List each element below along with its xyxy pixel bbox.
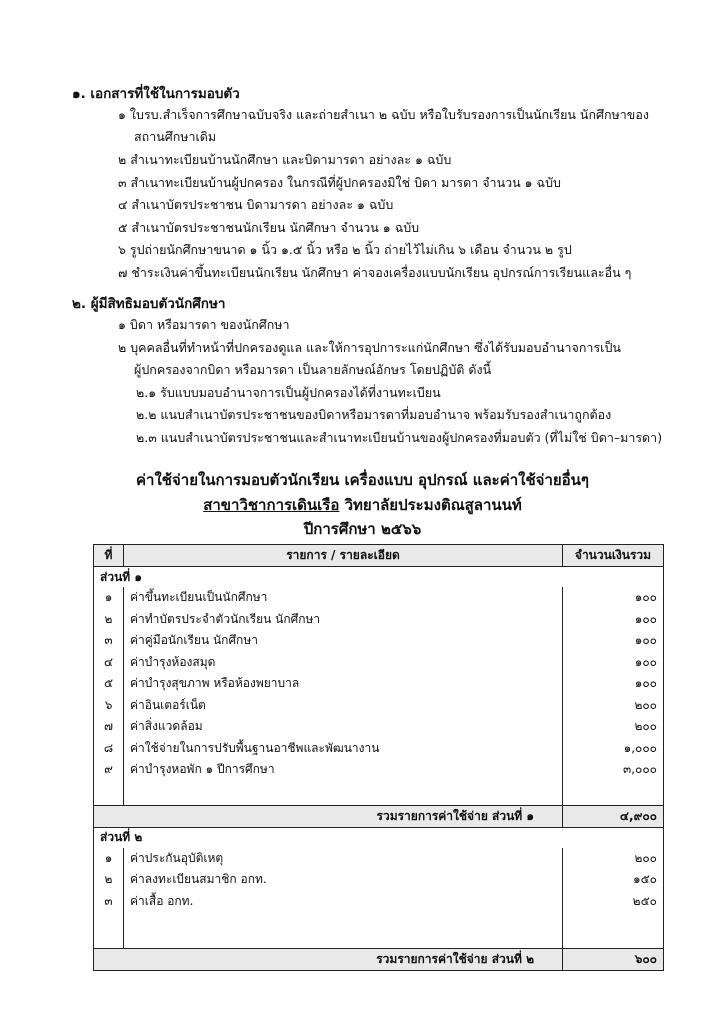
table-header-row — [94, 545, 664, 567]
row-amount: ๒๐๐ — [563, 848, 664, 870]
section2-item-2-cont: ผู้ปกครองจากบิดา หรือมารดา เป็นลายลักษณ์อักษร โดยปฏิบัติ ดังนี้ — [134, 362, 492, 377]
table-row — [94, 759, 664, 781]
table-row — [94, 609, 664, 631]
section2-item-2-2: ๒.๒ แนบสำเนาบัตรประชาชนของบิดาหรือมารดาที่มอบอำนาจ พร้อมรับรองสำเนาถูกต้อง — [136, 407, 612, 422]
row-item: ค่าบำรุงห้องสมุด — [124, 652, 563, 674]
row-amount: ๑๐๐ — [563, 587, 664, 609]
table-row — [94, 869, 664, 891]
section2-title: ๒. ผู้มีสิทธิมอบตัวนักศึกษา — [72, 296, 226, 312]
row-item: ค่าขึ้นทะเบียนเป็นนักศึกษา — [124, 587, 563, 609]
section1-item-2: ๒ สำเนาทะเบียนบ้านนักศึกษา และบิดามารดา อย่างละ ๑ ฉบับ — [118, 152, 452, 167]
row-no: ๒ — [94, 869, 124, 891]
row-amount: ๒๕๐ — [563, 891, 664, 913]
row-no: ๘ — [94, 738, 124, 760]
college-name: วิทยาลัยประมงติณสูลานนท์ — [339, 496, 522, 514]
section1-item-5: ๕ สำเนาบัตรประชาชนนักเรียน นักศึกษา จำนวน ๑ ฉบับ — [118, 220, 420, 235]
section2-item-2-3: ๒.๓ แนบสำเนาบัตรประชาชนและสำเนาทะเบียนบ้านของผู้ปกครองที่มอบตัว (ที่ไม่ใช่ บิดา–มารดา) — [136, 430, 663, 445]
row-item: ค่าใช้จ่ายในการปรับพื้นฐานอาชีพและพัฒนางาน — [124, 738, 563, 760]
part2-label-row — [94, 827, 664, 848]
row-item: ค่าทำบัตรประจำตัวนักเรียน นักศึกษา — [124, 609, 563, 631]
table-row — [94, 695, 664, 717]
row-item: ค่าคู่มือนักเรียน นักศึกษา — [124, 630, 563, 652]
section1-item-3: ๓ สำเนาทะเบียนบ้านผู้ปกครอง ในกรณีที่ผู้ปกครองมิใช่ บิดา มารดา จำนวน ๑ ฉบับ — [118, 175, 561, 190]
part1-label-row — [94, 567, 664, 588]
row-no: ๖ — [94, 695, 124, 717]
row-item: ค่าบำรุงสุขภาพ หรือห้องพยาบาล — [124, 673, 563, 695]
row-item: ค่าสิ่งแวดล้อม — [124, 716, 563, 738]
section1-item-1-cont: สถานศึกษาเดิม — [134, 129, 217, 144]
row-no: ๙ — [94, 759, 124, 781]
table-filler-row — [94, 930, 664, 949]
part2-total-amount: ๖๐๐ — [563, 949, 664, 971]
row-no: ๒ — [94, 609, 124, 631]
part2-total-row — [94, 949, 664, 971]
part2-label: ส่วนที่ ๒ — [94, 827, 664, 848]
row-amount: ๑๐๐ — [563, 652, 664, 674]
table-filler-row — [94, 912, 664, 930]
table-row — [94, 848, 664, 870]
row-amount: ๒๐๐ — [563, 695, 664, 717]
row-no: ๑ — [94, 587, 124, 609]
program-name: สาขาวิชาการเดินเรือ — [203, 496, 340, 514]
header-no: ที่ — [94, 545, 124, 567]
section1-item-1: ๑ ใบรบ.สำเร็จการศึกษาฉบับจริง และถ่ายสำเนา ๒ ฉบับ หรือใบรับรองการเป็นนักเรียน นักศึกษาของ — [118, 107, 649, 122]
row-item: ค่าอินเตอร์เน็ต — [124, 695, 563, 717]
row-amount: ๑,๐๐๐ — [563, 738, 664, 760]
section2-item-2: ๒ บุคคลอื่นที่ทำหน้าที่ปกครองดูแล และให้การอุปการะแก่นักศึกษา ซึ่งได้รับมอบอำนาจการเป็น — [118, 340, 621, 355]
part1-total-amount: ๔,๙๐๐ — [563, 805, 664, 827]
row-amount: ๑๐๐ — [563, 673, 664, 695]
section1-item-7: ๗ ชำระเงินค่าขึ้นทะเบียนนักเรียน นักศึกษา ค่าจองเครื่องแบบนักเรียน อุปกรณ์การเรียนและอื่น ๆ — [118, 265, 632, 280]
table-row — [94, 587, 664, 609]
table-filler-row — [94, 781, 664, 806]
table-row — [94, 630, 664, 652]
part1-label: ส่วนที่ ๑ — [94, 567, 664, 588]
part2-total-label: รวมรายการค่าใช้จ่าย ส่วนที่ ๒ — [94, 949, 563, 971]
row-amount: ๒๐๐ — [563, 716, 664, 738]
row-no: ๓ — [94, 891, 124, 913]
table-row — [94, 716, 664, 738]
part1-total-row — [94, 805, 664, 827]
section1-title: ๑. เอกสารที่ใช้ในการมอบตัว — [72, 86, 240, 102]
cost-table — [93, 544, 664, 971]
section2-item-1: ๑ บิดา หรือมารดา ของนักศึกษา — [118, 317, 290, 332]
row-no: ๕ — [94, 673, 124, 695]
row-item: ค่าเสื้อ อกท. — [124, 891, 563, 913]
row-amount: ๑๐๐ — [563, 609, 664, 631]
row-item: ค่าลงทะเบียนสมาชิก อกท. — [124, 869, 563, 891]
section1-item-4: ๔ สำเนาบัตรประชาชน บิดามารดา อย่างละ ๑ ฉบับ — [118, 197, 394, 212]
row-item: ค่าบำรุงหอพัก ๑ ปีการศึกษา — [124, 759, 563, 781]
part1-total-label: รวมรายการค่าใช้จ่าย ส่วนที่ ๑ — [94, 805, 563, 827]
table-row — [94, 652, 664, 674]
row-amount: ๑๕๐ — [563, 869, 664, 891]
row-no: ๗ — [94, 716, 124, 738]
cost-heading-line2 — [0, 493, 725, 517]
row-no: ๓ — [94, 630, 124, 652]
table-row — [94, 738, 664, 760]
header-item: รายการ / รายละเอียด — [124, 545, 563, 567]
header-amount: จำนวนเงินรวม — [563, 545, 664, 567]
row-no: ๔ — [94, 652, 124, 674]
table-row — [94, 673, 664, 695]
row-amount: ๑๐๐ — [563, 630, 664, 652]
cost-heading-line1: ค่าใช้จ่ายในการมอบตัวนักเรียน เครื่องแบบ อุปกรณ์ และค่าใช้จ่ายอื่นๆ — [136, 471, 589, 489]
row-item: ค่าประกันอุบัติเหตุ — [124, 848, 563, 870]
section1-item-6: ๖ รูปถ่ายนักศึกษาขนาด ๑ นิ้ว ๑.๕ นิ้ว หรือ ๒ นิ้ว ถ่ายไว้ไม่เกิน ๖ เดือน จำนวน ๒ รูป — [118, 242, 572, 257]
table-row — [94, 891, 664, 913]
section2-item-2-1: ๒.๑ รับแบบมอบอำนาจการเป็นผู้ปกครองได้ที่งานทะเบียน — [136, 385, 441, 400]
academic-year: ปีการศึกษา ๒๕๖๖ — [303, 520, 422, 538]
row-no: ๑ — [94, 848, 124, 870]
row-amount: ๓,๐๐๐ — [563, 759, 664, 781]
